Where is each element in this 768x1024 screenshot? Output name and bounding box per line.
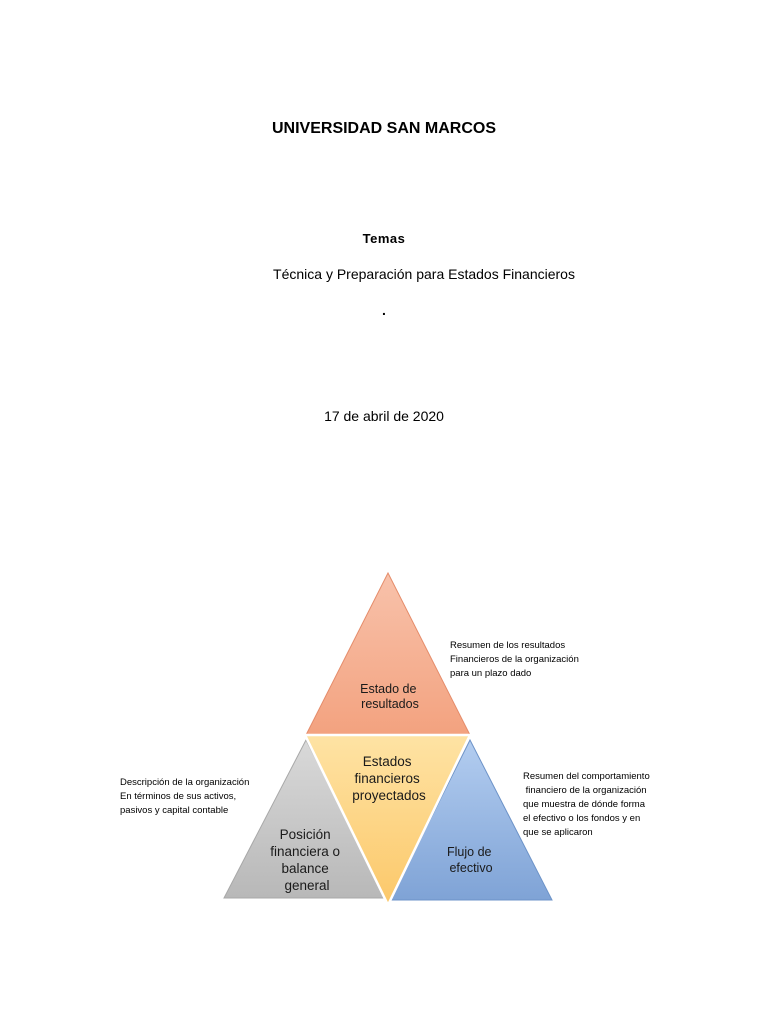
left-triangle-note: Descripción de la organización En términos de sus activos, pasivos y capital contable: [120, 777, 250, 816]
left-triangle-label: Posición financiera o balance general: [270, 827, 341, 893]
separator-dot: .: [382, 302, 386, 318]
top-triangle-label: Estado de resultados: [360, 682, 419, 711]
right-triangle-note: Resumen del comportamiento financiero de la organización que muestra de dónde forma el efectivo o los fondos y en que se aplicaron: [523, 771, 650, 838]
top-triangle-note: Resumen de los resultados Financieros de la organización para un plazo dado: [450, 640, 579, 679]
section-label: Temas: [362, 231, 406, 246]
document-title: UNIVERSIDAD SAN MARCOS: [271, 120, 496, 137]
right-triangle-label: Flujo de efectivo: [447, 845, 493, 875]
document-date: 17 de abril de 2020: [324, 408, 444, 424]
document-subtitle: Técnica y Preparación para Estados Financieros: [273, 266, 575, 282]
center-triangle-label: Estados financieros proyectados: [352, 754, 426, 803]
